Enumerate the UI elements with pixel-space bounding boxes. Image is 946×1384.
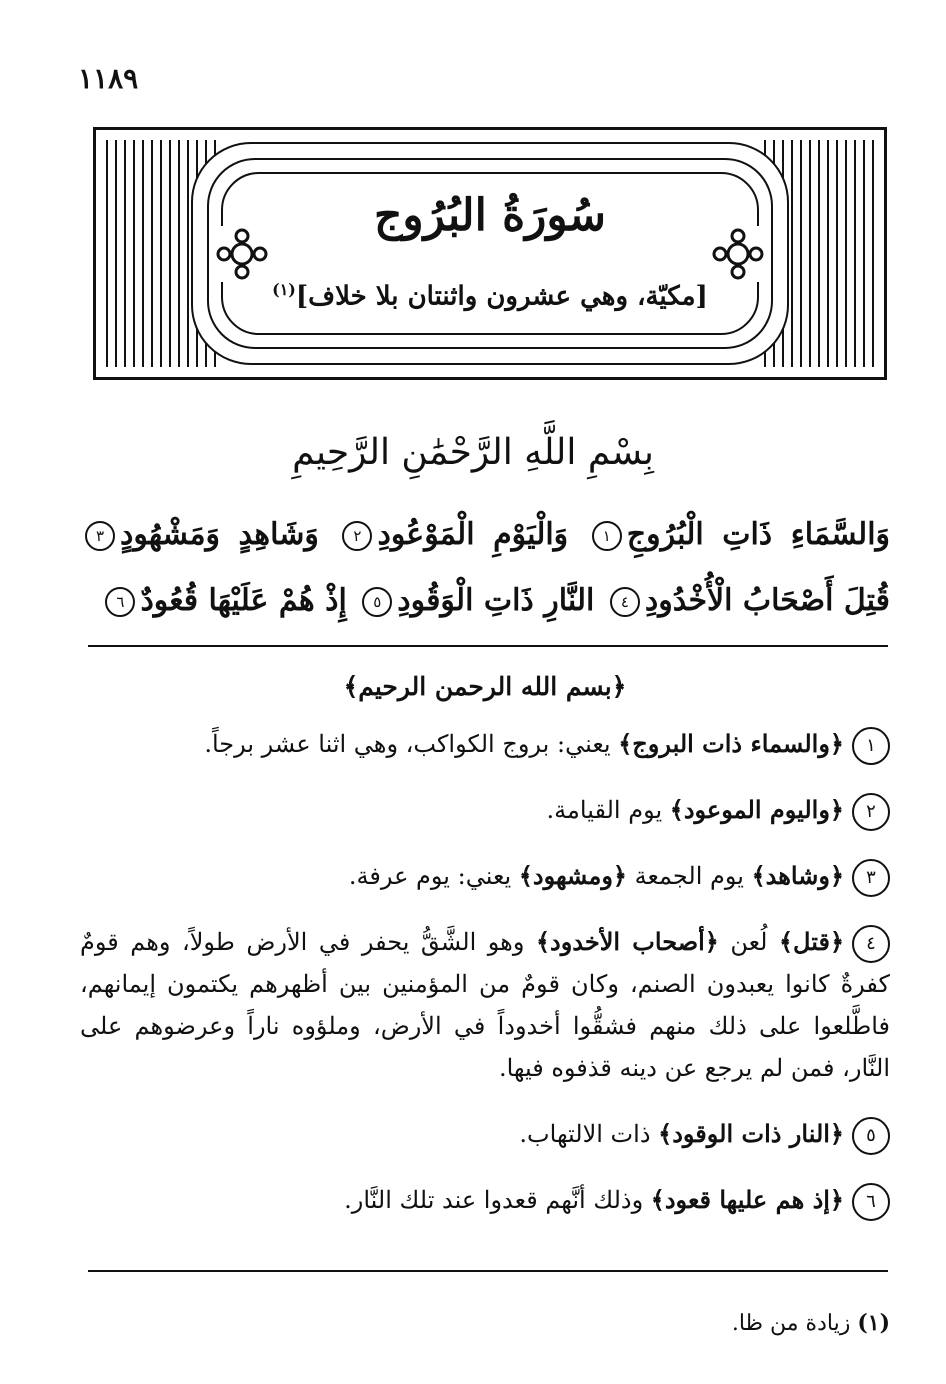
verse-quote: ﴿إذ هم عليها قعود﴾ <box>650 1185 844 1214</box>
verse-text: وَالْيَوْمِ الْمَوْعُودِ <box>377 517 569 552</box>
entry-text: ذات الالتهاب. <box>519 1120 659 1148</box>
divider <box>88 645 888 647</box>
verse-text: النَّارِ ذَاتِ الْوَقُودِ <box>397 583 595 618</box>
commentary-entry <box>80 1113 890 1155</box>
commentary-entry <box>80 723 890 765</box>
verse-quote: ﴿ومشهود﴾ <box>518 861 627 890</box>
footnote-divider <box>88 1270 888 1272</box>
entry-text: وذلك أنَّهم قعدوا عند تلك النَّار. <box>344 1186 651 1214</box>
verse-number-badge: ٢ <box>852 793 890 831</box>
verse-number-badge: ٣ <box>852 859 890 897</box>
verse-quote: ﴿أصحاب الأخدود﴾ <box>535 927 719 956</box>
commentary-entry <box>80 921 890 1089</box>
footnote <box>80 1310 890 1336</box>
verse-text: وَشَاهِدٍ وَمَشْهُودٍ <box>120 517 319 552</box>
frame-inner-border <box>191 142 789 365</box>
verse-text: قُتِلَ أَصْحَابُ الْأُخْدُودِ <box>644 583 890 618</box>
entry-text: لُعن <box>718 928 779 956</box>
verse-quote: ﴿واليوم الموعود﴾ <box>669 795 844 824</box>
verse-number: ٥ <box>362 587 392 617</box>
entry-text: وهو الشَّقُّ يحفر في الأرض طولاً، وهم قومٌ كفرةٌ كانوا يعبدون الصنم، وكان قومٌ من المؤمنين بين أظهرهم يكتمون إيمانهم، فاطَّلعوا على ذلك منهم فشقُّوا أخدوداً في الأرض، وملؤوه ناراً وعرضوهم على النَّار، فمن لم يرجع عن دينه قذفوه فيها. <box>80 928 891 1082</box>
entry-text: يوم القيامة. <box>546 796 670 824</box>
quran-verses <box>80 502 890 634</box>
commentary-basmala: ﴿بسم الله الرحمن الرحيم﴾ <box>343 672 627 701</box>
entry-text: يعني: بروج الكواكب، وهي اثنا عشر برجاً. <box>204 730 619 758</box>
verse-number: ١ <box>592 521 622 551</box>
commentary-entry <box>80 1179 890 1221</box>
verse-number-badge: ٦ <box>852 1183 890 1221</box>
verse-number: ٣ <box>85 521 115 551</box>
entry-text: يوم الجمعة <box>626 862 752 890</box>
footnote-ref: (١) <box>272 280 296 299</box>
verse-text: إِذْ هُمْ عَلَيْهَا قُعُودٌ <box>140 583 347 618</box>
verse-number-badge: ١ <box>852 727 890 765</box>
verse-number-badge: ٤ <box>852 925 890 963</box>
commentary-entry <box>80 789 890 831</box>
verse-quote: ﴿النار ذات الوقود﴾ <box>658 1119 844 1148</box>
verse-number: ٤ <box>610 587 640 617</box>
commentary-entry <box>80 855 890 897</box>
entry-text: يعني: يوم عرفة. <box>348 862 519 890</box>
footnote-marker: (١) <box>857 1310 890 1336</box>
verse-number: ٦ <box>105 587 135 617</box>
surah-subtitle <box>96 280 884 312</box>
surah-title-frame <box>93 127 887 380</box>
page-number: ١١٨٩ <box>78 62 139 95</box>
footnote-text: زيادة من ظا. <box>731 1311 851 1336</box>
verse-text: وَالسَّمَاءِ ذَاتِ الْبُرُوجِ <box>626 517 891 552</box>
surah-title: سُورَةُ البُرُوج <box>373 190 607 241</box>
verse-quote: ﴿والسماء ذات البروج﴾ <box>618 729 844 758</box>
basmala-calligraphy: بِسْمِ اللَّهِ الرَّحْمَٰنِ الرَّحِيمِ <box>292 432 654 473</box>
surah-subtitle-text: [مكيّة، وهي عشرون واثنتان بلا خلاف] <box>295 281 708 312</box>
verse-quote: ﴿وشاهد﴾ <box>751 861 844 890</box>
verse-number-badge: ٥ <box>852 1117 890 1155</box>
verse-quote: ﴿قتل﴾ <box>778 927 844 956</box>
commentary <box>80 672 890 1245</box>
frame-inner-border-2 <box>207 158 773 349</box>
verse-number: ٢ <box>342 521 372 551</box>
